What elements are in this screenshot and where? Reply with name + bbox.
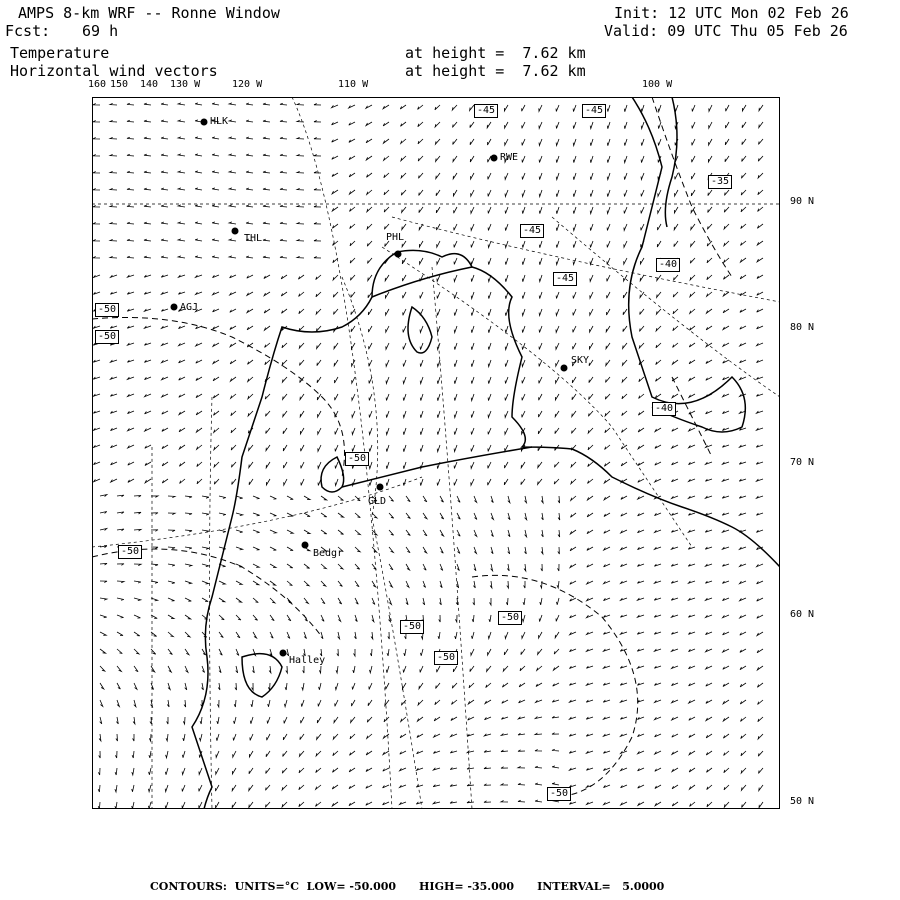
contour-label: -50 <box>95 330 119 344</box>
lon-label-160: 160 <box>88 79 107 90</box>
contour-label: -50 <box>95 303 119 317</box>
contour-label: -50 <box>400 620 424 634</box>
wind-vector-field <box>93 103 763 809</box>
contour-label: -50 <box>345 452 369 466</box>
station-label-rwe: RWE <box>500 152 519 163</box>
lat-label-50n: 50 N <box>790 796 815 807</box>
contour-label: -45 <box>474 104 498 118</box>
forecast-label: Fcst: <box>5 22 51 40</box>
lon-label-110w: 110 W <box>338 79 369 90</box>
lat-label-70n: 70 N <box>790 457 815 468</box>
contour-label: -50 <box>434 651 458 665</box>
temperature-contours <box>92 97 732 797</box>
station-label-phl: PHL <box>386 232 405 243</box>
graticule-line <box>392 217 780 302</box>
contour-label: -45 <box>582 104 606 118</box>
lat-label-80n: 80 N <box>790 322 815 333</box>
contour-label: -50 <box>547 787 571 801</box>
lon-label-150: 150 <box>110 79 129 90</box>
contour-info-footer <box>150 880 664 893</box>
contour-low: LOW= -50.000 <box>306 880 397 893</box>
contour-units: UNITS=°C <box>234 880 299 893</box>
contour-minus50 <box>92 549 322 637</box>
map-panel <box>92 97 780 809</box>
lat-label-60n: 60 N <box>790 609 815 620</box>
graticule-line <box>342 277 422 809</box>
station-label-thl: THL <box>244 233 263 244</box>
contour-label: -40 <box>656 258 680 272</box>
contour-interval: INTERVAL= 5.0000 <box>537 880 665 893</box>
lon-label-130w: 130 W <box>170 79 201 90</box>
contour-label: -50 <box>498 611 522 625</box>
station-label-sky: SKY <box>571 355 590 366</box>
forecast-hour: 69 h <box>82 22 119 40</box>
graticule-line <box>382 247 692 547</box>
contour-label: -45 <box>553 272 577 286</box>
station-label-gld: GLD <box>368 496 387 507</box>
contour-high: HIGH= -35.000 <box>419 880 515 893</box>
init-time: Init: 12 UTC Mon 02 Feb 26 <box>614 4 849 22</box>
station-label-hlk: HLK <box>210 116 229 127</box>
lat-label-90n: 90 N <box>790 196 815 207</box>
field1-name: Temperature <box>10 44 110 62</box>
island <box>242 654 282 697</box>
field1-level: at height = 7.62 km <box>405 44 586 62</box>
field2-name: Horizontal wind vectors <box>10 62 218 80</box>
lon-label-100w: 100 W <box>642 79 673 90</box>
coastline-peninsula-edge <box>665 97 677 227</box>
wind-vectors <box>93 103 763 809</box>
contours-label: CONTOURS: <box>150 880 227 893</box>
station-label-bedgr: Bedgr <box>313 548 344 559</box>
station-label-halley: Halley <box>289 655 326 666</box>
contour-label: -50 <box>118 545 142 559</box>
lon-label-140: 140 <box>140 79 159 90</box>
contour-minus50 <box>472 575 638 797</box>
map-title: AMPS 8-km WRF -- Ronne Window <box>18 4 280 22</box>
station-label-agj: AGJ <box>180 302 199 313</box>
contour-minus50 <box>92 317 345 477</box>
field2-level: at height = 7.62 km <box>405 62 586 80</box>
valid-time: Valid: 09 UTC Thu 05 Feb 26 <box>604 22 848 40</box>
contour-label: -35 <box>708 175 732 189</box>
lon-label-120w: 120 W <box>232 79 263 90</box>
coastline-antarctic-peninsula <box>629 97 746 432</box>
island <box>321 457 344 492</box>
contour-label: -40 <box>652 402 676 416</box>
contour-label: -45 <box>520 224 544 238</box>
graticule-line <box>552 217 780 397</box>
